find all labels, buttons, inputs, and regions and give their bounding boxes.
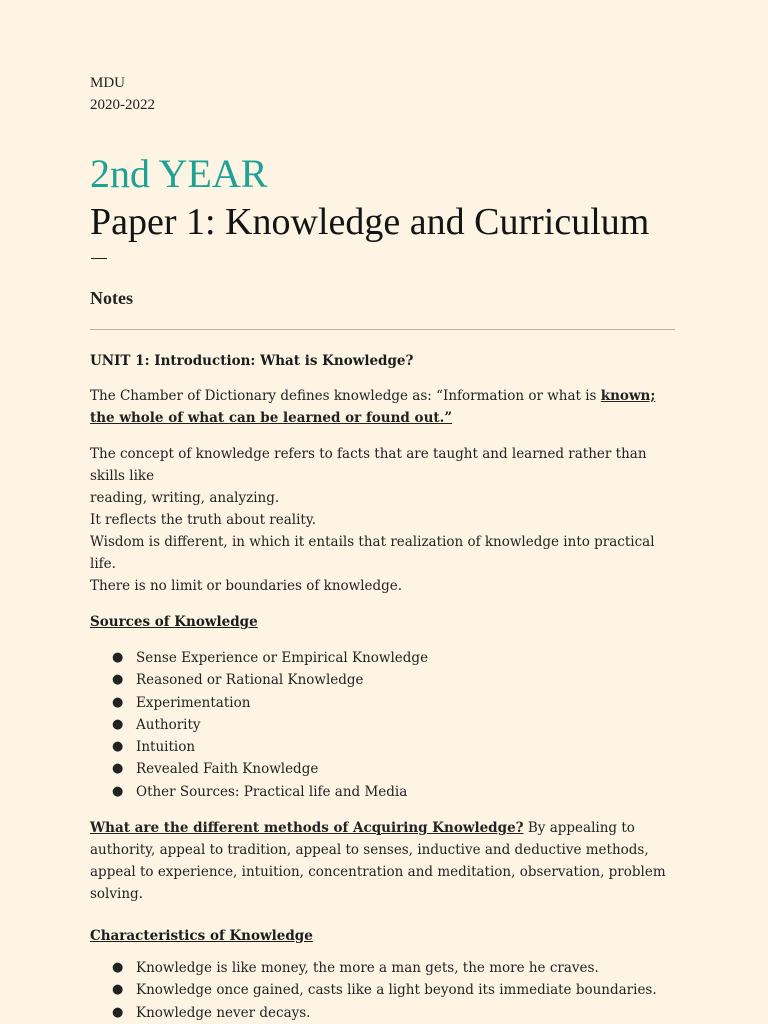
sources-list (90, 647, 675, 803)
list-item: ● Intuition (90, 736, 675, 758)
page-title: Paper 1: Knowledge and Curriculum (90, 201, 650, 243)
bullet-icon: ● (112, 650, 124, 665)
bullet-icon: ● (112, 716, 124, 732)
year-heading: 2nd YEAR (90, 151, 268, 196)
bullet-icon: ● (112, 982, 124, 998)
definition-emphasis: known; the whole of what can be learned or found out.” (90, 388, 656, 426)
methods-question: What are the different methods of Acquiring Knowledge? (90, 820, 524, 837)
list-item: ● Knowledge never decays. (90, 1002, 675, 1024)
sources-heading: Sources of Knowledge (90, 614, 258, 630)
concept-line: It reflects the truth about reality. (90, 512, 316, 528)
bullet-icon: ● (112, 694, 124, 710)
list-item: ● Reasoned or Rational Knowledge (90, 669, 675, 691)
list-item: ● Other Sources: Practical life and Media (90, 781, 675, 803)
bullet-icon: ● (112, 672, 124, 688)
list-item: ● Knowledge once gained, casts like a light beyond its immediate boundaries. (90, 979, 675, 1001)
concept-line: reading, writing, analyzing. (90, 490, 280, 506)
session-years: 2020-2022 (90, 97, 155, 113)
title-dash-divider (91, 258, 107, 259)
bullet-icon: ● (112, 960, 124, 976)
concept-line: Wisdom is different, in which it entails that realization of knowledge into practical life. (90, 534, 655, 572)
list-item: ● Knowledge is like money, the more a man gets, the more he craves. (90, 957, 675, 979)
list-item: ● Sense Experience or Empirical Knowledge (90, 647, 675, 669)
bullet-icon: ● (112, 739, 124, 755)
concept-line: There is no limit or boundaries of knowledge. (90, 578, 403, 594)
bullet-icon: ● (112, 761, 124, 777)
definition-text: The Chamber of Dictionary defines knowledge as: “Information or what is (90, 388, 601, 404)
university-name: MDU (90, 75, 126, 91)
list-item: ● Authority (90, 714, 675, 736)
methods-answer: By appealing to authority, appeal to tradition, appeal to senses, inductive and deductive methods, appeal to experience, intuition, concentration and meditation, observation, problem solving. (90, 820, 666, 903)
characteristics-list (90, 957, 675, 1024)
concept-line: The concept of knowledge refers to facts that are taught and learned rather than skills like (90, 446, 647, 484)
definition-paragraph (90, 385, 675, 429)
concept-paragraph (90, 443, 675, 597)
notes-label: Notes (90, 288, 133, 308)
bullet-icon: ● (112, 1004, 124, 1020)
methods-paragraph (90, 817, 675, 905)
list-item: ● Experimentation (90, 692, 675, 714)
characteristics-heading: Characteristics of Knowledge (90, 928, 313, 945)
bullet-icon: ● (112, 783, 124, 799)
unit-heading: UNIT 1: Introduction: What is Knowledge? (90, 353, 414, 369)
list-item: ● Revealed Faith Knowledge (90, 758, 675, 780)
horizontal-divider (90, 329, 675, 330)
